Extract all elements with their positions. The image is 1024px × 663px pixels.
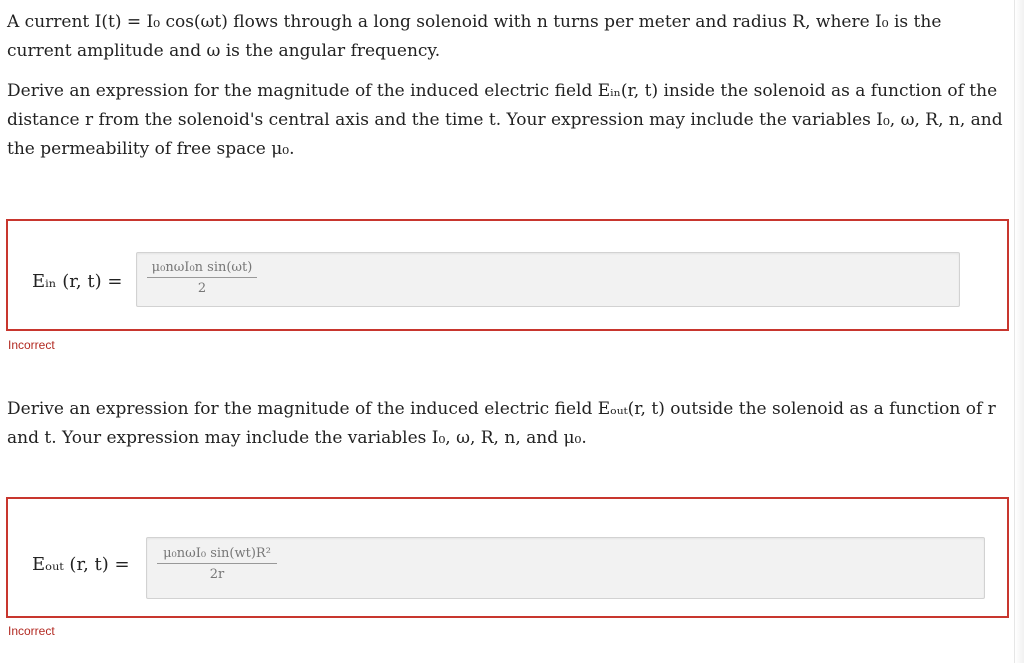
status-incorrect-inside: Incorrect [8,338,55,352]
fraction-denominator: 2 [197,281,207,296]
answer-label-inside: Eᵢₙ (r, t) = [32,271,123,292]
answer-box-inside [6,219,1009,331]
answer-label-outside: Eₒᵤₜ (r, t) = [32,554,130,575]
status-incorrect-outside: Incorrect [8,624,55,638]
part2-prompt: Derive an expression for the magnitude of the induced electric field Eₒᵤₜ(r, t) outside the solenoid as a function of r and t. Your expression may include the variables I₀, ω, R, n, and μ₀. [7,399,996,448]
question-intro: A current I(t) = I₀ cos(ωt) flows through a long solenoid with n turns per meter and radius R, where I₀ is the current amplitude and ω is the angular frequency. [7,12,942,61]
answer-input-outside[interactable] [146,537,985,599]
answer-fraction-outside [157,546,277,582]
fraction-numerator: μ₀nωI₀n sin(ωt) [147,260,257,278]
part1-prompt: Derive an expression for the magnitude of the induced electric field Eᵢₙ(r, t) inside the solenoid as a function of the distance r from the solenoid's central axis and the time t. Your expression may include the variables I₀, ω, R, n, and the permeability of free space μ₀. [7,81,1003,159]
fraction-numerator: μ₀nωI₀ sin(wt)R² [157,546,277,564]
scrollbar-track[interactable] [1014,0,1024,663]
answer-fraction-inside [147,260,257,296]
fraction-denominator: 2r [209,567,225,582]
answer-box-outside [6,497,1009,618]
answer-input-inside[interactable] [136,252,960,307]
